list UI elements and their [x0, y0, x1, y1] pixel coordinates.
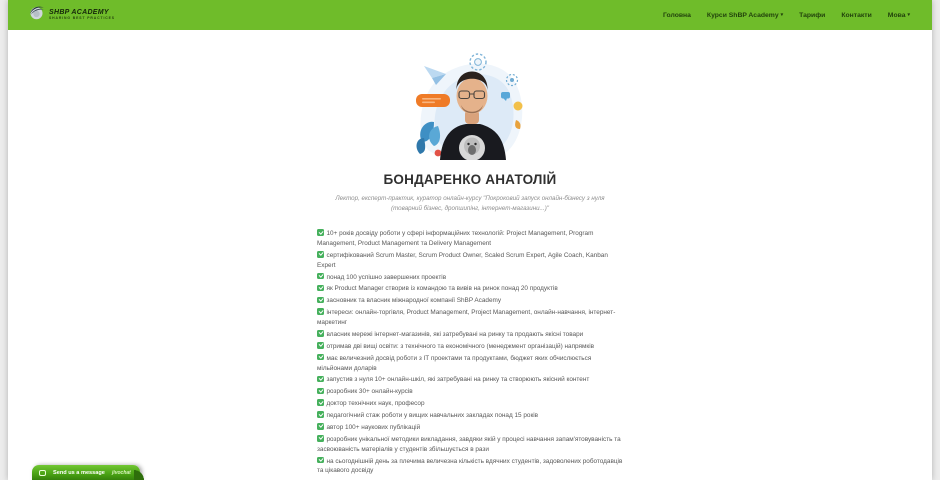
chat-widget-brand: jivochat	[111, 469, 131, 476]
check-icon	[317, 342, 324, 349]
check-icon	[317, 399, 324, 406]
achievement-item: на сьогоднішній день за плечима величезна кількість вдячних студентів, задоволених роботодавців та цікавого досвіду	[317, 457, 623, 475]
orange-card-icon	[416, 94, 450, 107]
lecturer-name: БОНДАРЕНКО АНАТОЛІЙ	[383, 172, 557, 187]
check-icon	[317, 330, 324, 337]
achievement-item: розробник 30+ онлайн-курсів	[317, 387, 623, 397]
site-logo[interactable]	[28, 4, 115, 26]
page	[8, 0, 932, 480]
check-icon	[317, 388, 324, 395]
nav-item[interactable]: Контакти	[841, 11, 872, 19]
nav-item[interactable]: Курси ShBP Academy ▾	[706, 11, 784, 19]
nav-item[interactable]: Тарифи	[799, 11, 826, 19]
nav-item[interactable]: Головна	[662, 11, 691, 19]
site-header	[8, 0, 932, 30]
achievement-item: засновник та власник міжнародної компанії ShBP Academy	[317, 296, 623, 306]
yellow-dot	[514, 102, 523, 111]
chevron-down-icon: ▾	[780, 11, 784, 18]
achievement-item: доктор технічних наук, професор	[317, 399, 623, 409]
check-icon	[317, 308, 324, 315]
logo-title: SHBP ACADEMY	[49, 9, 109, 17]
nav-item[interactable]: Мова ▾	[887, 11, 910, 19]
speech-bubble-icon	[501, 92, 510, 99]
lecturer-subtitle: Лектор, експерт-практик, куратор онлайн-курсу "Покроковий запуск онлайн-бізнесу з нуля (товарний бізнес, дропшипінг, інтернет-магазини...)"	[335, 195, 605, 212]
achievement-item: власник мережі інтернет-магазинів, які затребувані на ринку та продають якісні товари	[317, 330, 623, 340]
check-icon	[317, 435, 324, 442]
check-icon	[317, 297, 324, 304]
achievement-item: понад 100 успішно завершених проектів	[317, 273, 623, 283]
lecturer-section	[310, 30, 630, 476]
chevron-down-icon: ▾	[907, 11, 910, 18]
logo-swoosh-icon	[28, 4, 45, 26]
main-nav	[663, 12, 910, 19]
achievement-item: 10+ років досвіду роботи у сфері інформаційних технологій: Project Management, Program Management, Product Management та Delivery Management	[317, 230, 594, 247]
check-icon	[317, 285, 324, 292]
achievement-item: як Product Manager створив із командою та вивів на ринок понад 20 продуктів	[317, 284, 623, 294]
achievement-item: отримав дві вищі освіти: з технічного та економічного (менеджмент організацій) напрямків	[317, 342, 623, 352]
check-icon	[317, 457, 324, 464]
achievement-item: автор 100+ наукових публікацій	[317, 423, 623, 433]
check-icon	[317, 411, 324, 418]
achievement-item: запустив з нуля 10+ онлайн-шкіл, які затребувані на ринку та створюють якісний контент	[317, 375, 623, 385]
check-icon	[317, 423, 324, 430]
chat-widget-label: Send us a message	[53, 469, 105, 476]
achievements-list	[317, 229, 623, 476]
logo-tagline: SHARING BEST PRACTICES	[49, 15, 115, 20]
check-icon	[317, 354, 324, 361]
chat-widget-button[interactable]	[32, 465, 140, 480]
chat-bubble-icon	[39, 470, 46, 476]
lecturer-photo	[408, 50, 532, 160]
achievement-item: педагогічний стаж роботи у вищих навчальних закладах понад 15 років	[317, 411, 623, 421]
check-icon	[317, 251, 324, 258]
achievement-item: має величезний досвід роботи з IT проектами та продуктами, бюджет яких обчислюється мільйонами доларів	[317, 354, 592, 372]
check-icon	[317, 273, 324, 280]
check-icon	[317, 376, 324, 383]
achievement-item: сертифікований Scrum Master, Scrum Product Owner, Scaled Scrum Expert, Agile Coach, Kanban Expert	[317, 251, 608, 269]
achievement-item: розробник унікальної методики викладання, завдяки якій у процесі навчання запам'ятовуваність та засвоюваність матеріалів у студентів збільшується в рази	[317, 436, 621, 453]
achievement-item: інтереси: онлайн-торгівля, Product Management, Project Management, онлайн-навчання, інтернет-маркетинг	[317, 309, 616, 327]
check-icon	[317, 229, 324, 236]
profile-photo-illustration	[408, 50, 532, 160]
